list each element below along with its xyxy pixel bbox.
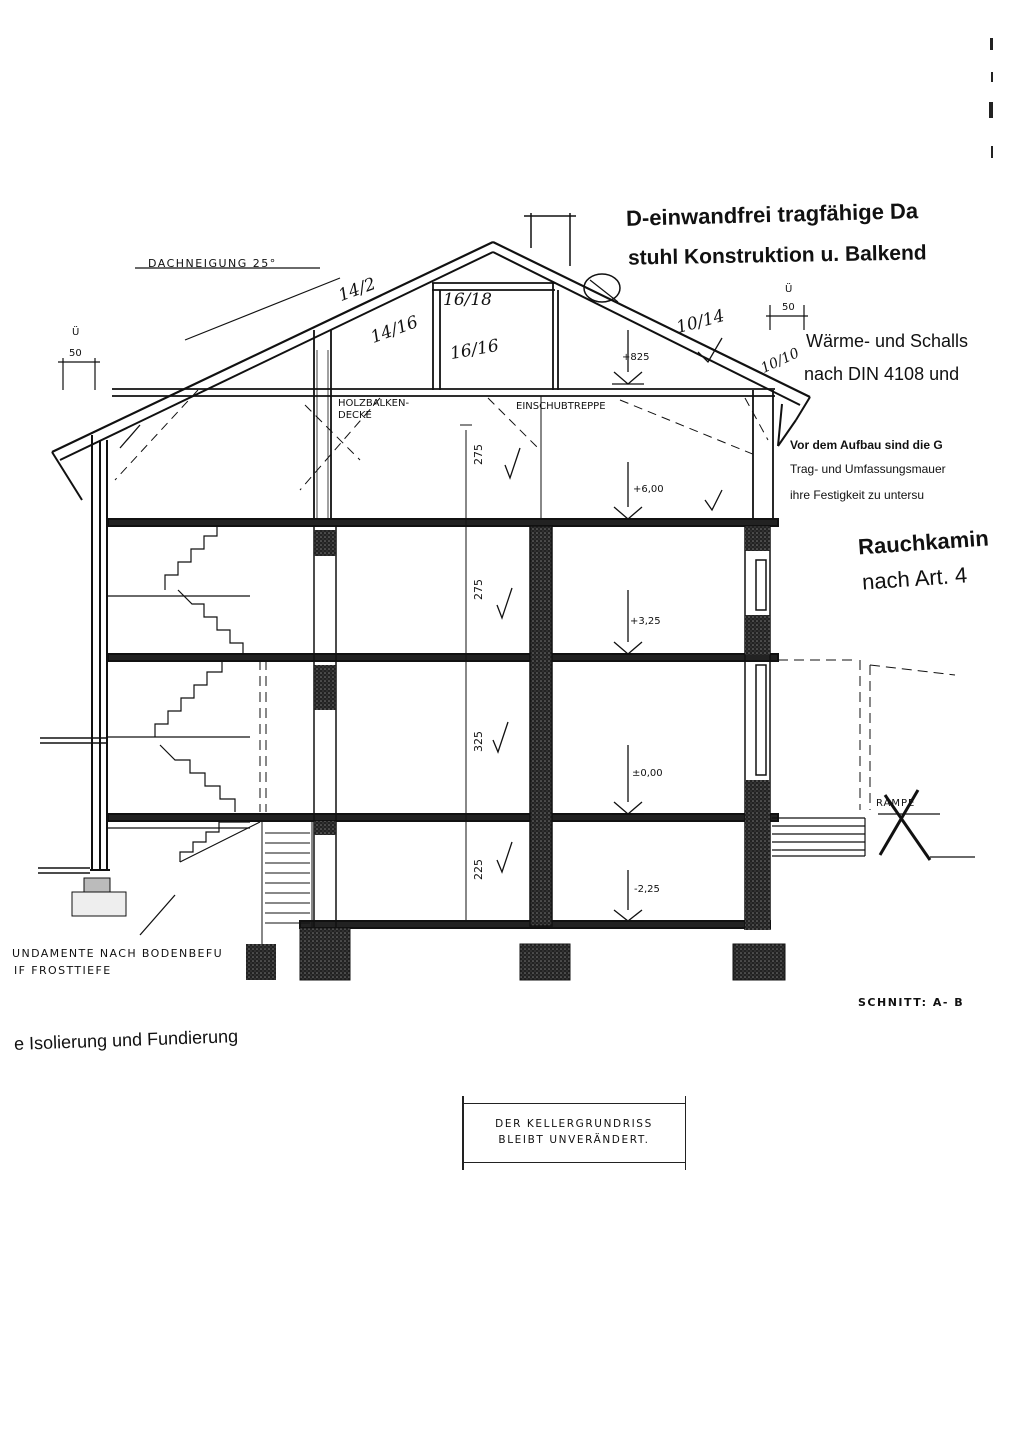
- level-ridge: +825: [622, 352, 650, 363]
- foundation-note-1: UNDAMENTE NACH BODENBEFU: [12, 947, 224, 960]
- note-line-2: BLEIBT UNVERÄNDERT.: [498, 1134, 650, 1146]
- height-floor1: 325: [472, 731, 485, 752]
- stamp-1-line-1: D-einwandfrei tragfähige Da: [625, 198, 919, 231]
- overhang-left-value: 50: [69, 348, 82, 359]
- note-line-1: DER KELLERGRUNDRISS: [495, 1118, 653, 1130]
- height-attic: 275: [472, 444, 485, 465]
- edge-mark-2: [991, 72, 993, 82]
- level-floor3: +6,00: [633, 484, 664, 495]
- chimney: [524, 213, 576, 266]
- height-basement: 225: [472, 859, 485, 880]
- interior-wall-left: [314, 526, 336, 930]
- stamp-4-line-2: nach Art. 4: [861, 562, 968, 595]
- struts: [115, 390, 768, 490]
- timber-size-6: 10/10: [758, 345, 802, 377]
- overhang-left: [58, 358, 100, 390]
- left-wall: [90, 435, 110, 870]
- foundation-note-2: IF FROSTTIEFE: [14, 964, 112, 977]
- ramp-label: RAMPE: [876, 798, 916, 809]
- floor-slabs: [108, 519, 778, 928]
- joist-ceiling-label-1: HOLZBALKEN-: [338, 398, 410, 409]
- level-floor2: +3,25: [630, 616, 661, 627]
- overhang-right-value: 50: [782, 302, 795, 313]
- section-label: SCHNITT: A- B: [858, 996, 965, 1009]
- outside-steps: [772, 814, 975, 857]
- height-floor2: 275: [472, 579, 485, 600]
- stamp-3-line-2: Trag- und Umfassungsmauer: [790, 462, 946, 476]
- stamp-2-line-2: nach DIN 4108 und: [804, 364, 960, 384]
- note-box: [462, 1103, 686, 1163]
- dashed-outline: [260, 660, 955, 812]
- edge-mark-1: [990, 38, 993, 50]
- timber-size-4: 16/16: [448, 335, 501, 365]
- timber-size-2: 14/16: [368, 312, 421, 348]
- roof-pitch-label: DACHNEIGUNG 25°: [148, 257, 277, 270]
- level-floor1: ±0,00: [632, 768, 663, 779]
- stamp-3-line-1: Vor dem Aufbau sind die G: [790, 438, 943, 452]
- edge-mark-4: [991, 146, 993, 158]
- stamp-4-line-1: Rauchkamin: [857, 525, 990, 560]
- stamp-3-line-3: ihre Festigkeit zu untersu: [790, 488, 925, 502]
- check-marks: [120, 335, 722, 935]
- joist-ceiling-label-2: DECKE: [338, 410, 372, 421]
- roof: [52, 242, 810, 500]
- timber-size-5: 10/14: [674, 305, 727, 339]
- overhang-left-symbol: Ü: [72, 327, 80, 338]
- right-wall: [745, 526, 770, 930]
- stamp-1-line-2: stuhl Konstruktion u. Balkend: [627, 241, 927, 270]
- timber-size-3: 16/18: [443, 290, 492, 310]
- level-basement: -2,25: [634, 884, 660, 895]
- stamp-2-line-1: Wärme- und Schalls: [806, 331, 969, 351]
- middle-wall: [530, 396, 552, 926]
- overhang-right-symbol: Ü: [785, 284, 793, 295]
- staircase: [108, 526, 260, 862]
- stamp-5: e Isolierung und Fundierung: [13, 1026, 239, 1054]
- left-terrain: [38, 738, 108, 873]
- tie-beam: [112, 389, 775, 396]
- edge-mark-3: [989, 102, 993, 118]
- dimension-chain: [460, 425, 472, 921]
- attic-stair-label: EINSCHUBTREPPE: [516, 401, 606, 412]
- timber-size-1: 14/2: [335, 274, 379, 306]
